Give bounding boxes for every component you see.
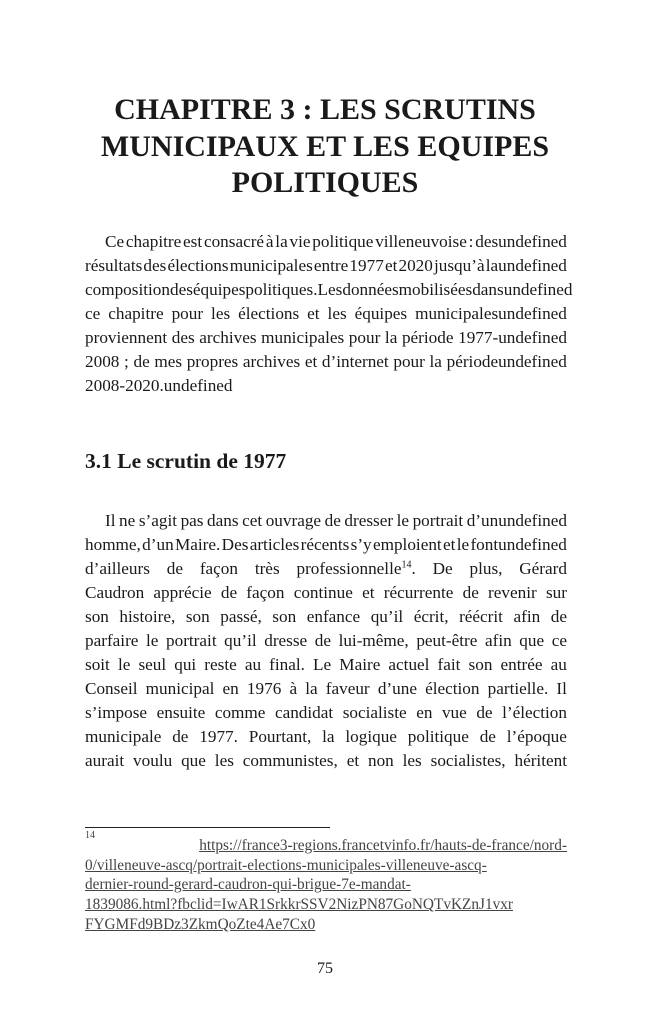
text-line: Il ne s’agit pas dans cet ouvrage de dresser le portrait d’unundefined	[105, 511, 567, 530]
footnote-first-line	[85, 830, 567, 856]
page-number: 75	[317, 960, 333, 977]
text-line: ce chapitre pour les élections et les équipes municipalesundefined	[85, 304, 567, 323]
text-line: résultats des élections municipales entre 1977 et 2020 jusqu’à laundefined	[85, 256, 567, 275]
text-line: aurait voulu que les communistes, et non les socialistes, héritent	[85, 751, 567, 770]
text-line: d’ailleurs de façon très professionnelle$^{14}$. De plus, Gérard	[85, 559, 567, 578]
footnote-link[interactable]: FYGMFd9BDz3ZkmQoZte4Ae7Cx0	[85, 915, 316, 933]
text-line: proviennent des archives municipales pour la période 1977-undefined	[85, 328, 567, 347]
footnote-link[interactable]: 0/villeneuve-ascq/portrait-elections-municipales-villeneuve-ascq-	[85, 856, 487, 874]
section-heading: 3.1 Le scrutin de 1977	[85, 449, 287, 473]
text-line: s’impose ensuite comme candidat socialiste en vue de l’élection	[85, 703, 567, 722]
text-line: 2008-2020.undefined	[85, 376, 233, 395]
text-line: Conseil municipal en 1976 à la faveur d’une élection partielle. Il	[85, 679, 567, 698]
text-line: homme, d’un Maire. Des articles récents s’y emploient et le fontundefined	[85, 535, 567, 554]
title-line: CHAPITRE 3 : LES SCRUTINS	[114, 93, 536, 126]
footnote	[85, 830, 567, 935]
footnote-rule	[85, 827, 330, 828]
footnote-link[interactable]: https://france3-regions.francetvinfo.fr/hauts-de-france/nord-	[199, 837, 567, 854]
text-line: municipale de 1977. Pourtant, la logique politique de l’époque	[85, 727, 567, 746]
text-line: composition des équipes politiques. Les données mobilisées dansundefined	[85, 280, 573, 299]
title-line: POLITIQUES	[231, 166, 419, 199]
text-line: Caudron apprécie de façon continue et récurrente de revenir sur	[85, 583, 567, 602]
text-line: soit le seul qui reste au final. Le Maire actuel fait son entrée au	[85, 655, 567, 674]
text-line: son histoire, son passé, son enfance qu’il écrit, réécrit afin de	[85, 607, 567, 626]
footnote-ref[interactable]: 14	[401, 559, 412, 571]
text-line: Ce chapitre est consacré à la vie politique villeneuvoise : desundefined	[105, 232, 567, 251]
chapter-title	[60, 92, 590, 202]
text-line: 2008 ; de mes propres archives et d’internet pour la périodeundefined	[85, 352, 567, 371]
body-paragraph	[85, 509, 567, 773]
title-line: MUNICIPAUX ET LES EQUIPES	[100, 129, 550, 163]
footnote-number: 14	[85, 830, 95, 841]
footnote-link[interactable]: 1839086.html?fbclid=IwAR1SrkkrSSV2NizPN87GoNQTvKZnJ1vxr	[85, 896, 513, 914]
footnote-link[interactable]: dernier-round-gerard-caudron-qui-brigue-7e-mandat-	[85, 876, 411, 894]
intro-paragraph	[85, 230, 573, 398]
text-line: parfaire le portrait qu’il dresse de lui-même, peut-être afin que ce	[85, 631, 567, 650]
